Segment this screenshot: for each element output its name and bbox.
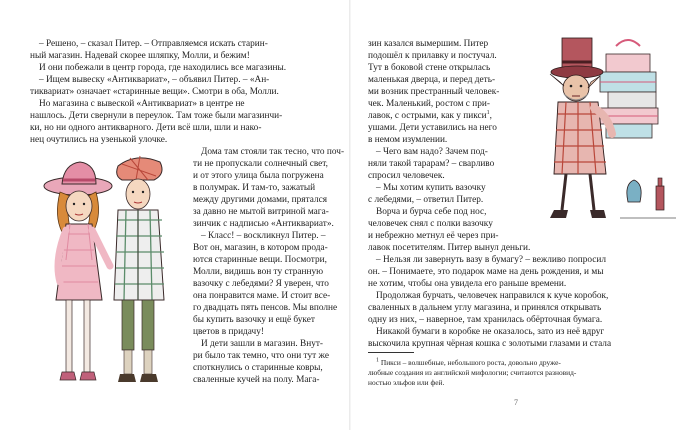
text-line: Дома там стояли так тесно, что поч- bbox=[201, 147, 345, 157]
text-line: она понравится маме. И стоит все- bbox=[193, 291, 331, 301]
text-line: не хотим, чтобы она увидела его раньше времени. bbox=[368, 279, 567, 289]
text-line: маленькая дверца, и перед деть- bbox=[368, 75, 496, 85]
footnote-number: 1 bbox=[376, 357, 379, 364]
footnote-line: ностью эльфов или фей. bbox=[368, 378, 445, 387]
children-illustration bbox=[26, 150, 186, 415]
shopkeeper-illustration bbox=[536, 34, 686, 230]
text-line: лавок, с острыми, как у пикси$^1$, bbox=[368, 109, 492, 121]
text-line: го двадцать пять пенсов. Мы вполне bbox=[193, 303, 338, 313]
text-line: Молли, видишь вон ту странную bbox=[193, 267, 324, 277]
text-line: – Чего вам надо? Зачем под- bbox=[376, 147, 488, 157]
text-line: Вот он, магазин, в котором прода- bbox=[193, 243, 328, 253]
text-line: человечек снял с полки вазочку bbox=[368, 219, 493, 229]
footnote-line bbox=[376, 358, 561, 367]
text-line: Тут в боковой стене открылась bbox=[368, 63, 491, 73]
text-line: за давно не мытой витриной мага- bbox=[193, 207, 329, 217]
text-line: Продолжая бурчать, человечек направился к куче коробок, bbox=[376, 291, 609, 301]
text-line: Ворча и бурча себе под нос, bbox=[376, 207, 487, 217]
text-line: И дети зашли в магазин. Внут- bbox=[201, 339, 324, 349]
text-line: ный магазин. Надевай скорее шляпку, Молли, и бежим! bbox=[30, 51, 250, 61]
text-line: Но магазина с вывеской «Антиквариат» в центре не bbox=[39, 99, 245, 109]
text-line: и небрежно метнул её через при- bbox=[368, 231, 499, 241]
text-line: Никакой бумаги в коробке не оказалось, зато из неё вдруг bbox=[376, 327, 605, 337]
text-line: зинчик с надписью «Антиквариат». bbox=[193, 219, 334, 229]
text-line: вазочку с лебедями? Я уверен, что bbox=[193, 279, 329, 289]
text-line: чек. Маленький, ростом с при- bbox=[368, 99, 490, 109]
text-line: ушами. Дети уставились на него bbox=[368, 123, 497, 133]
text-line: между другими домами, прятался bbox=[193, 195, 327, 205]
text-line: подошёл к прилавку и постучал. bbox=[368, 51, 497, 61]
text-line: – Решено, – сказал Питер. – Отправляемся искать старин- bbox=[39, 39, 268, 49]
text-line: зин казался вымершим. Питер bbox=[368, 39, 489, 49]
footnote-rule bbox=[368, 352, 414, 353]
text-line: цветов в придачу! bbox=[193, 327, 264, 337]
text-line: И они побежали в центр города, где находились все магазины. bbox=[39, 63, 287, 73]
footnote-line: любные создания из английской мифологии; считаются разновид- bbox=[368, 368, 577, 377]
text-line: – Мы хотим купить вазочку bbox=[376, 183, 486, 193]
text-line: в немом изумлении. bbox=[368, 135, 448, 145]
text-line: лавок посетителям. Питер вынул деньги. bbox=[368, 243, 531, 253]
text-fragment: лавок, с острыми, как у пикси bbox=[368, 111, 487, 121]
text-line: нашлось. Дети свернули в переулок. Там тоже были магазинчи- bbox=[30, 111, 283, 121]
text-line: – Нельзя ли завернуть вазу в бумагу? – вежливо попросил bbox=[376, 255, 607, 265]
text-line: с лебедями, – ответил Питер. bbox=[368, 195, 484, 205]
text-line: няли такой тарарам? – сварливо bbox=[368, 159, 495, 169]
text-line: – Класс! – воскликнул Питер. – bbox=[201, 231, 326, 241]
page-number: 7 bbox=[514, 398, 518, 407]
text-line: спросил человечек. bbox=[368, 171, 445, 181]
text-line: выскочила крупная чёрная кошка с золотыми глазами и стала bbox=[368, 339, 612, 349]
text-line: он. – Понимаете, это подарок маме на день рождения, и мы bbox=[368, 267, 604, 277]
text-line: в полумрак. И там-то, зажатый bbox=[193, 183, 316, 193]
footnote-text: Пикси – волшебные, небольшого роста, довольно друже- bbox=[380, 358, 561, 367]
text-line: сваленные кучей на полу. Мага- bbox=[193, 375, 320, 385]
text-line: – Ищем вывеску «Антиквариат», – объявил Питер. – «Ан- bbox=[39, 75, 270, 85]
text-line: сваленных в дальнем углу магазина, и принялся открывать bbox=[368, 303, 602, 313]
text-line: нец очутились на узенькой улочке. bbox=[30, 135, 168, 145]
text-line: тиквариат» означает «старинные вещи». Смотри в оба, Молли. bbox=[30, 87, 279, 97]
text-line: бы купить вазочку и ещё букет bbox=[193, 315, 315, 325]
text-line: ри было так темно, что они тут же bbox=[193, 351, 329, 361]
footnote-mark: 1 bbox=[486, 109, 490, 116]
text-line: ми возник престранный человек- bbox=[368, 87, 500, 97]
text-line: споткнулись о старинные ковры, bbox=[193, 363, 323, 373]
text-line: и от этого улица была погружена bbox=[193, 171, 324, 181]
text-line: ти не пропускали солнечный свет, bbox=[193, 159, 328, 169]
page-gutter bbox=[349, 0, 351, 430]
text-line: ются старинные вещи. Посмотри, bbox=[193, 255, 327, 265]
text-line: одну из них, – наверное, там хранилась обёрточная бумага. bbox=[368, 315, 603, 325]
text-line: ки, но ни одного антикварного. Дети всё шли, шли и нако- bbox=[30, 123, 262, 133]
